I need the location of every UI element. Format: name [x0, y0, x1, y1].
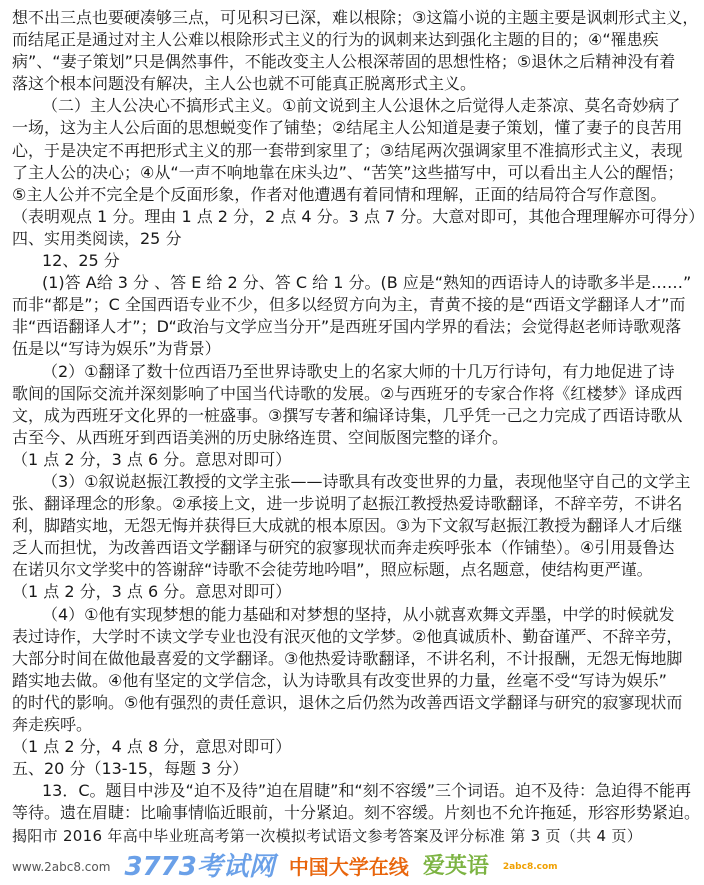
text-line: 了主人公的决心；④从“一声不响地靠在床头边”、“苦笑”这些描写中，可以看出主人公的醒悟； [12, 162, 684, 182]
text-line: 13．C。题目中涉及“迫不及待”迫在眉睫”和“刻不容缓”三个词语。迫不及待：急迫得不能再 [42, 781, 691, 801]
text-line: 五、20 分（13-15，每题 3 分） [12, 759, 249, 779]
text-line: 病”、“妻子策划”只是偶然事件，不能改变主人公根深蒂固的思想性格；⑤退休之后精神没有着 [12, 52, 676, 72]
watermark-site: 2abc8.com [502, 861, 558, 872]
watermark-cuo: 中国大学在线 [288, 855, 409, 879]
text-line: 心，于是决定不再把形式主义的那一套带到家里了；③结尾两次强调家里不准搞形式主义，表现 [12, 140, 683, 160]
watermark-aiyingyu: 爱英语 [422, 854, 489, 879]
text-line: 奔走疾呼。 [12, 715, 93, 734]
text-line: 的时代的影响。⑤他有强烈的责任意识，退休之后仍然为改善西语文学翻译与研究的寂寥现状而 [12, 692, 683, 712]
text-line: 伍是以“写诗为娱乐”为背景） [12, 339, 221, 359]
text-line: （1 点 2 分，3 点 6 分。意思对即可） [12, 582, 292, 602]
text-line: 乏人而担忧，为改善西语文学翻译与研究的寂寥现状而奔走疾呼张本（作铺垫）。④引用聂鲁达 [12, 538, 675, 558]
text-line: 想不出三点也要硬凑够三点，可见积习已深，难以根除；③这篇小说的主题主要是讽刺形式主义， [12, 8, 699, 27]
watermark-3773: 3773考试网 [124, 852, 275, 882]
text-line: （二）主人公决心不搞形式主义。①前文说到主人公退休之后觉得人走茶凉、莫名奇妙病了 [42, 96, 681, 116]
text-line: 非“西语翻译人才”；D“政治与文学应当分开”是西班牙国内学界的看法；会觉得赵老师诗歌观落 [12, 317, 682, 337]
text-line: (1)答 A给 3 分 、答 E 给 2 分、答 C 给 1 分。(B 应是“熟知的西语诗人的诗歌多半是……” [42, 273, 692, 293]
text-line: 而非“都是”；C 全国西语专业不少，但多以经贸方向为主，青黄不接的是“西语文学翻译人才”而 [12, 295, 686, 315]
text-line: 表过诗作，大学时不读文学专业也没有泯灭他的文学梦。②他真诚质朴、勤奋谨严、不辞辛劳， [12, 626, 683, 646]
text-line: 歌间的国际交流并深刻影响了中国当代诗歌的发展。②与西班牙的专家合作将《红楼梦》译成西 [12, 383, 683, 403]
text-line: 等待。遗在眉睫：比喻事情临近眼前，十分紧迫。刻不容缓。片刻也不允许拖延，形容形势紧迫。 [12, 803, 701, 823]
text-line: 在诺贝尔文学奖中的答谢辞“诗歌不会徒劳地吟唱”，照应标题，点名题意，使结构更严谨。 [12, 560, 653, 580]
text-line: 利，脚踏实地，无怨无悔并获得巨大成就的根本原因。③为下文叙写赵振江教授为翻译人才后继 [12, 516, 683, 536]
text-line: 落这个根本问题没有解决，主人公也就不可能真正脱离形式主义。 [12, 74, 477, 94]
text-line: 12、25 分 [42, 251, 120, 271]
watermark-row [12, 851, 590, 883]
text-line: 古至今、从西班牙到西语美洲的历史脉络连贯、空间版图完整的译介。 [12, 427, 509, 447]
text-line: （4）①他有实现梦想的能力基础和对梦想的坚持，从小就喜欢舞文弄墨，中学的时候就发 [42, 604, 675, 624]
text-line: （1 点 2 分，4 点 8 分，意思对即可） [12, 737, 292, 757]
watermark-url: www.2abc8.com [12, 860, 111, 874]
text-line: 张、翻译理念的形象。②承接上文，进一步说明了赵振江教授热爱诗歌翻译，不辞辛劳，不讲名 [12, 494, 683, 514]
text-line: 一场，这为主人公后面的思想蜕变作了铺垫；②结尾主人公知道是妻子策划，懂了妻子的良苦用 [12, 118, 683, 138]
text-line: （表明观点 1 分。理由 1 点 2 分，2 点 4 分。3 点 7 分。大意对即可，其他合理理解亦可得分） [12, 206, 704, 226]
page-footer: 揭阳市 2016 年高中毕业班高考第一次模拟考试语文参考答案及评分标准 第 3 页（共 4 页） [12, 827, 643, 846]
text-line: 大部分时间在做他最喜爱的文学翻译。③他热爱诗歌翻译，不讲名利，不计报酬，无怨无悔地脚 [12, 648, 683, 668]
text-line: 踏实地去做。④他有坚定的文学信念，认为诗歌具有改变世界的力量，丝毫不受“写诗为娱乐” [12, 670, 667, 690]
text-line: （3）①叙说赵振江教授的文学主张——诗歌具有改变世界的力量，表现他坚守自己的文学主 [42, 471, 691, 491]
text-line: （2）①翻译了数十位西语乃至世界诗歌史上的名家大师的十几万行诗句，有力地促进了诗 [42, 361, 675, 381]
text-line: 文，成为西班牙文化界的一桩盛事。③撰写专著和编译诗集，几乎凭一己之力完成了西语诗歌从 [12, 405, 683, 425]
answer-document [12, 7, 704, 848]
text-line: （1 点 2 分，3 点 6 分。意思对即可） [12, 449, 292, 469]
text-line: 四、实用类阅读，25 分 [12, 228, 182, 248]
text-line: ⑤主人公并不完全是个反面形象，作者对他遭遇有着同情和理解，正面的结局符合写作意图。 [12, 184, 667, 204]
text-line: 而结尾正是通过对主人公难以根除形式主义的行为的讽刺来达到强化主题的目的；④“罹患疾 [12, 30, 659, 50]
